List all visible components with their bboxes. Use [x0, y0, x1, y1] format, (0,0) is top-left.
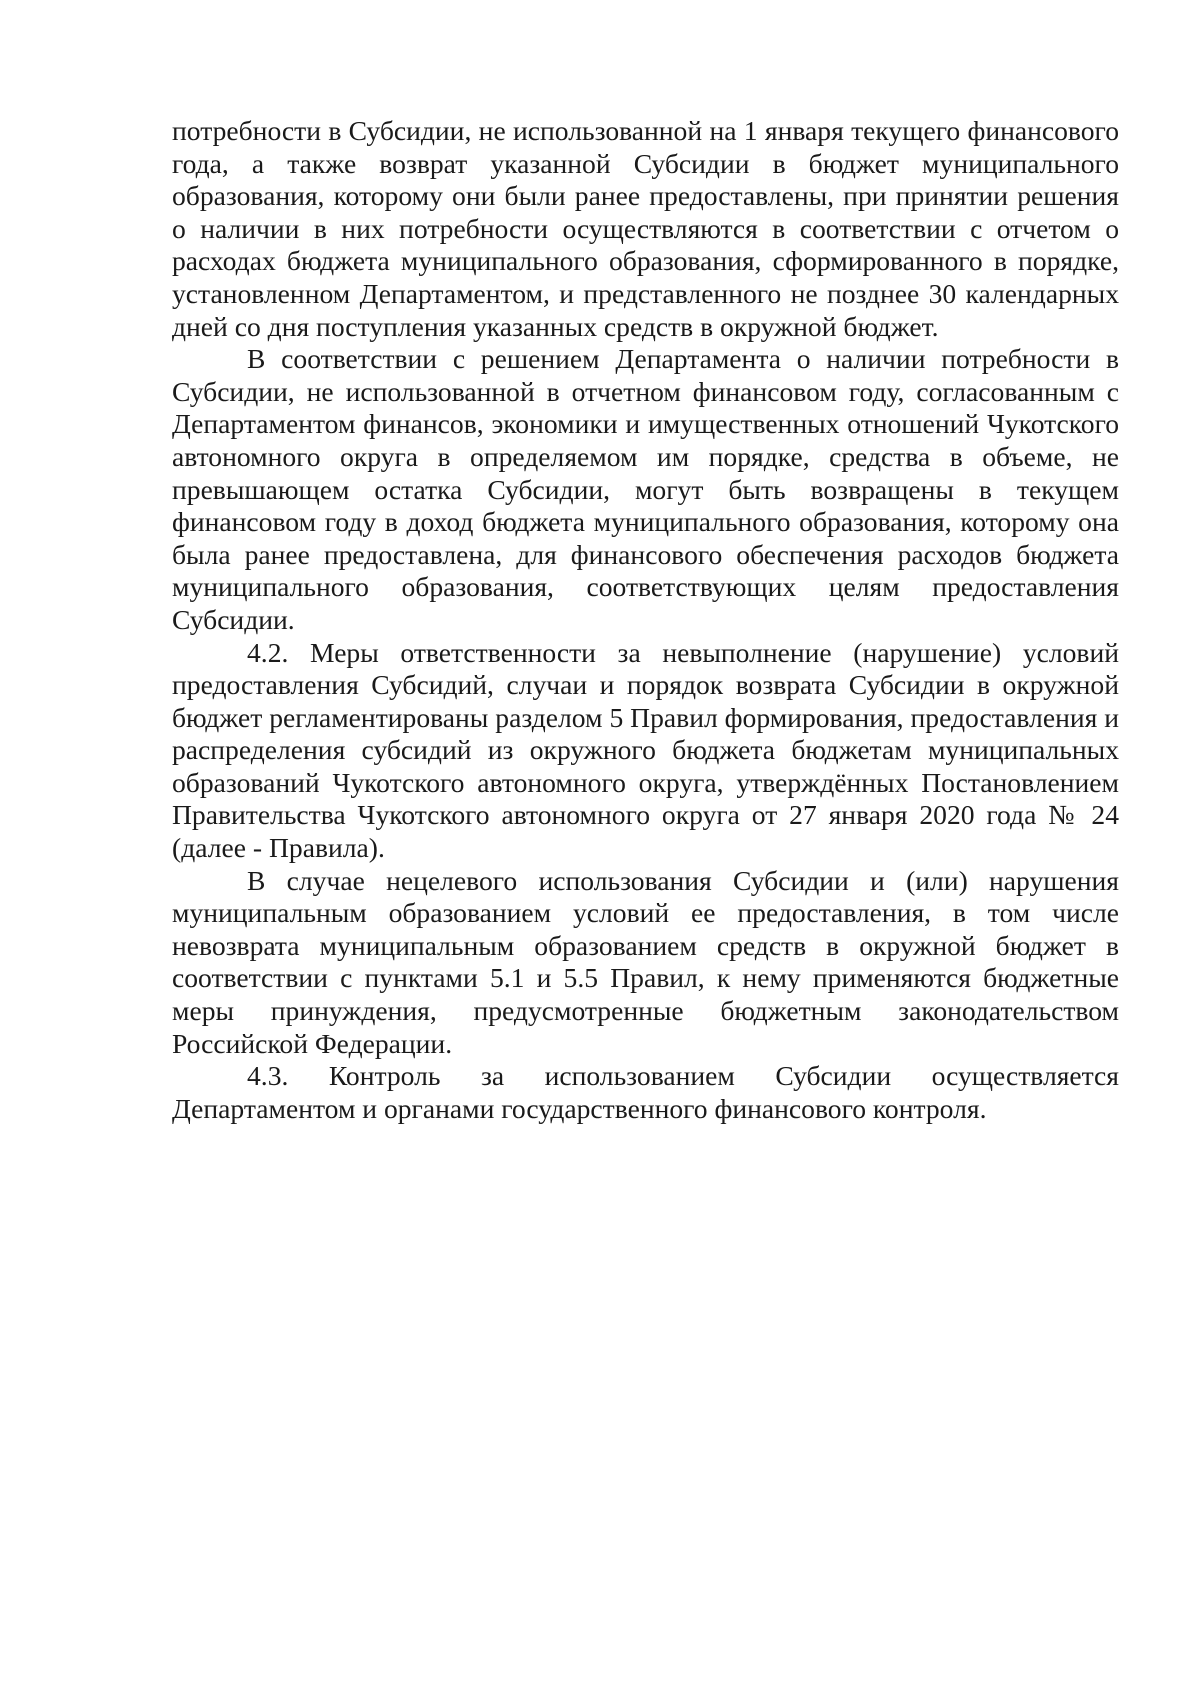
- document-body: [172, 115, 1119, 1125]
- paragraph-continuation: потребности в Субсидии, не использованной на 1 января текущего финансового года, а также возврат указанной Субсидии в бюджет муниципального образования, которому они были ранее предоставлены, при принятии решения о наличии в них потребности осуществляются в соответствии с отчетом о расходах бюджета муниципального образования, сформированного в порядке, установленном Департаментом, и представленного не позднее 30 календарных дней со дня поступления указанных средств в окружной бюджет.: [172, 115, 1119, 342]
- paragraph-misuse-measures: В случае нецелевого использования Субсидии и (или) нарушения муниципальным образованием условий ее предоставления, в том числе невозврата муниципальным образованием средств в окружной бюджет в соответствии с пунктами 5.1 и 5.5 Правил, к нему применяются бюджетные меры принуждения, предусмотренные бюджетным законодательством Российской Федерации.: [172, 864, 1119, 1059]
- paragraph-4-2-responsibility: 4.2. Меры ответственности за невыполнение (нарушение) условий предоставления Субсидий, случаи и порядок возврата Субсидии в окружной бюджет регламентированы разделом 5 Правил формирования, предоставления и распределения субсидий из окружного бюджета бюджетам муниципальных образований Чукотского автономного округа, утверждённых Постановлением Правительства Чукотского автономного округа от 27 января 2020 года № 24 (далее - Правила).: [172, 636, 1119, 864]
- paragraph-4-3-control: 4.3. Контроль за использованием Субсидии осуществляется Департаментом и органами государственного финансового контроля.: [172, 1060, 1119, 1124]
- paragraph-department-decision: В соответствии с решением Департамента о наличии потребности в Субсидии, не использованной в отчетном финансовом году, согласованным с Департаментом финансов, экономики и имущественных отношений Чукотского автономного округа в определяемом им порядке, средства в объеме, не превышающем остатка Субсидии, могут быть возвращены в текущем финансовом году в доход бюджета муниципального образования, которому она была ранее предоставлена, для финансового обеспечения расходов бюджета муниципального образования, соответствующих целям предоставления Субсидии.: [172, 343, 1119, 635]
